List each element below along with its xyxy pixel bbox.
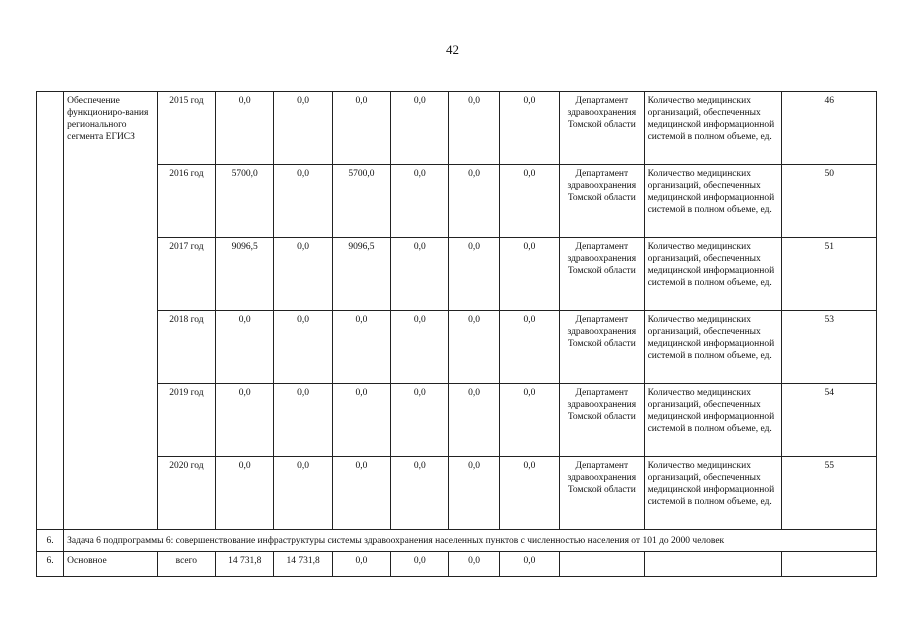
activity-name: Основное [64,552,158,577]
value-cell: 9096,5 [332,238,390,311]
value-cell: 0,0 [391,92,449,165]
value-cell: 0,0 [216,457,274,530]
value-cell: 0,0 [449,92,499,165]
executor-cell: Департамент здравоохранения Томской области [560,311,645,384]
value-cell: 0,0 [499,552,559,577]
row-number-cell [37,92,64,530]
value-cell: 0,0 [499,384,559,457]
value-cell: 0,0 [449,165,499,238]
value-cell: 0,0 [391,238,449,311]
value-cell: 0,0 [274,311,332,384]
value-cell: 0,0 [274,457,332,530]
value-cell: 0,0 [499,92,559,165]
year-row [37,311,877,384]
year-row [37,165,877,238]
value-cell: 0,0 [274,92,332,165]
indicator-value-cell: 55 [782,457,877,530]
value-cell: 0,0 [332,552,390,577]
value-cell: 0,0 [391,384,449,457]
value-cell: 0,0 [332,457,390,530]
activity-block [37,92,877,530]
year-row [37,92,877,165]
value-cell: 0,0 [274,238,332,311]
value-cell: 0,0 [449,311,499,384]
indicator-cell: Количество медицинских организаций, обеспеченных медицинской информационной системой в полном объеме, ед. [644,311,782,384]
value-cell: 14 731,8 [274,552,332,577]
value-cell: 0,0 [449,552,499,577]
year-cell: 2017 год [157,238,215,311]
value-cell: 0,0 [332,92,390,165]
executor-cell: Департамент здравоохранения Томской области [560,92,645,165]
value-cell: 0,0 [499,165,559,238]
year-cell: 2018 год [157,311,215,384]
year-row [37,384,877,457]
indicator-value-cell: 53 [782,311,877,384]
indicator-value-cell: 50 [782,165,877,238]
value-cell: 0,0 [391,165,449,238]
value-cell: 14 731,8 [216,552,274,577]
task-number: 6. [37,530,64,552]
value-cell: 5700,0 [332,165,390,238]
value-cell: 0,0 [216,311,274,384]
value-cell: 0,0 [391,311,449,384]
program-table [36,91,877,577]
indicator-cell: Количество медицинских организаций, обеспеченных медицинской информационной системой в полном объеме, ед. [644,92,782,165]
value-cell: 0,0 [274,384,332,457]
indicator-value-cell [782,552,877,577]
executor-cell: Департамент здравоохранения Томской области [560,384,645,457]
value-cell: 0,0 [499,457,559,530]
indicator-cell: Количество медицинских организаций, обеспеченных медицинской информационной системой в полном объеме, ед. [644,384,782,457]
value-cell: 0,0 [274,165,332,238]
value-cell: 0,0 [391,552,449,577]
executor-cell: Департамент здравоохранения Томской области [560,457,645,530]
activity-name: Обеспечение функциониро-вания регионального сегмента ЕГИСЗ [64,92,158,530]
year-cell: 2019 год [157,384,215,457]
year-cell: 2020 год [157,457,215,530]
task-row [37,530,877,552]
value-cell: 0,0 [449,384,499,457]
value-cell: 0,0 [391,457,449,530]
value-cell: 0,0 [216,384,274,457]
executor-cell: Департамент здравоохранения Томской области [560,165,645,238]
page-number: 42 [446,42,459,57]
indicator-cell: Количество медицинских организаций, обеспеченных медицинской информационной системой в полном объеме, ед. [644,165,782,238]
year-cell: 2016 год [157,165,215,238]
indicator-value-cell: 54 [782,384,877,457]
year-cell: всего [157,552,215,577]
value-cell: 0,0 [499,238,559,311]
value-cell: 0,0 [332,311,390,384]
value-cell: 5700,0 [216,165,274,238]
value-cell: 0,0 [449,238,499,311]
executor-cell [560,552,645,577]
value-cell: 0,0 [216,92,274,165]
value-cell: 0,0 [499,311,559,384]
main-activity-row [37,552,877,577]
indicator-cell [644,552,782,577]
indicator-value-cell: 46 [782,92,877,165]
value-cell: 0,0 [332,384,390,457]
indicator-value-cell: 51 [782,238,877,311]
indicator-cell: Количество медицинских организаций, обеспеченных медицинской информационной системой в полном объеме, ед. [644,457,782,530]
executor-cell: Департамент здравоохранения Томской области [560,238,645,311]
year-row [37,238,877,311]
task-title: Задача 6 подпрограммы 6: совершенствование инфраструктуры системы здравоохранения населенных пунктов с численностью населения от 101 до 2000 человек [64,530,877,552]
indicator-cell: Количество медицинских организаций, обеспеченных медицинской информационной системой в полном объеме, ед. [644,238,782,311]
value-cell: 0,0 [449,457,499,530]
year-cell: 2015 год [157,92,215,165]
year-row [37,457,877,530]
value-cell: 9096,5 [216,238,274,311]
row-number: 6. [37,552,64,577]
